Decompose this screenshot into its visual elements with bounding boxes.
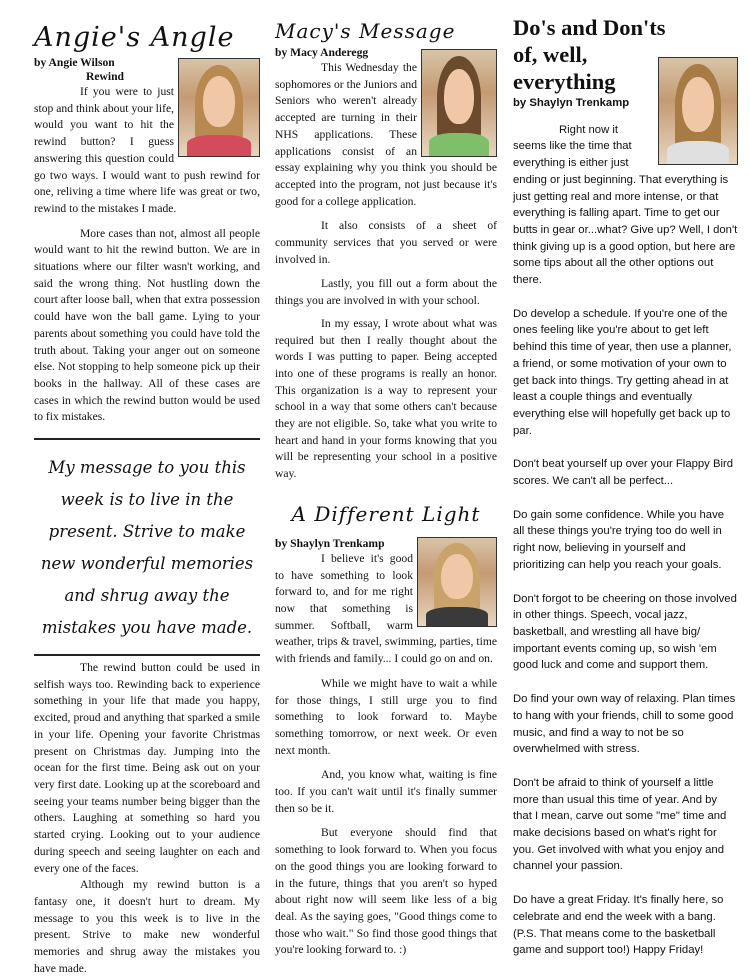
article-paragraph: I believe it's good to have something to look forward to, and for me right now that something is summer. Softball, warm weather, trips & travel, swimming, parties, time with friends and family... I could go on and on. xyxy=(275,551,497,666)
article-paragraph: The rewind button could be used in selfish ways too. Rewinding back to experience something in your life that made you happy, excited, proud and anything that sparked a smile in your life. Opening your favorite Christmas present on Christmas day. Jumping into the ocean for the first time. Being ask out on your very first date. Looking up at the scoreboard and seeing your teams number being bigger than the others. Laughing at something so hard you started crying. Looking out to your audience during speech and seeing laughter on each and every one of the faces. xyxy=(34,661,260,875)
author-photo xyxy=(421,49,497,157)
article-title: A Different Light xyxy=(291,501,481,526)
article-paragraph: This Wednesday the sophomores or the Juniors and Seniors who weren't already accepted are turning in their NHS applications. These applications consist of an essay explaining why you think you should be accepted into the program, not just because it's good for a college application. xyxy=(275,61,497,208)
article-paragraph: Although my rewind button is a fantasy one, it doesn't hurt to dream. My message to you this week is to live in the present. Strive to make new wonderful memories and shrug away the mistakes you have made. xyxy=(34,878,260,975)
article-paragraph: If you were to just stop and think about your life, would you want to hit the rewind button? I guess answering this question could go two ways. I would want to push rewind for one, reliving a time where life was great or two, rewind to the mistakes I made. xyxy=(34,85,260,215)
article-paragraph: But everyone should find that something to look forward to. When you focus on the good things you are looking forward to in the future, things that you aren't so hyped about right now will seem like less of a big deal. As the saying goes, "Good things come to those who wait." So find those good things that you're looking forward to. :) xyxy=(275,826,497,957)
article-paragraph: Don't be afraid to think of yourself a little more than usual this time of year. And by that I mean, carve out some "me" time and make decisions based on what's right for you. Get involved with what you enjoy and channel your passion. xyxy=(513,776,727,873)
article-paragraph: More cases than not, almost all people would want to hit the rewind button. We are in situations where our filter wasn't working, and said the wrong thing. Not hustling down the court after loose ball, when that extra possession could have won the ball game. Lying to your parents about something you could have told the truth about. Taking your anger out on someone else. Not stopping to help someone pick up their books in the hallway. All of these cases are cases in which the rewind button would be used to fix mistakes. xyxy=(34,226,260,424)
column-dos-and-donts xyxy=(513,0,738,976)
article-subtitle: Rewind xyxy=(86,70,125,83)
author-photo xyxy=(178,58,260,157)
article-paragraph: Do find your own way of relaxing. Plan times to hang with your friends, chill to some good music, and find a way to not be so overwhelmed with stress. xyxy=(513,693,736,756)
article-byline: by Angie Wilson xyxy=(34,56,115,69)
article-paragraph: While we might have to wait a while for those things, I still urge you to find something to look forward to. Maybe something tomorrow, or next week. Or even next month. xyxy=(275,676,497,757)
divider xyxy=(34,438,260,440)
author-photo xyxy=(658,57,738,165)
column-angies-angle xyxy=(34,0,260,977)
article-title: Do's and Don'ts of, well, everything xyxy=(513,15,666,94)
article-title: Angie's Angle xyxy=(34,22,235,53)
article-paragraph: Do have a great Friday. It's finally here, so celebrate and end the week with a bang. (P.S. That means come to the basketball game and support too!) Happy Friday! xyxy=(513,894,724,957)
article-paragraph: Do gain some confidence. While you have all these things you're trying too do well in right now, believing in yourself and prioritizing can help you reach your goals. xyxy=(513,508,724,571)
article-paragraph: Right now it seems like the time that everything is either just ending or just beginning. That everything is just getting real and more intense, or that everything is falling apart. Time to get our butts in gear or...what? Give up? Well, I don't think giving up is a good option, but here are some tips about all the other options out there. xyxy=(513,123,738,287)
article-byline: by Shaylyn Trenkamp xyxy=(513,97,630,109)
article-paragraph: In my essay, I wrote about what was required but then I really thought about the words I was putting to paper. Being accepted into one of these programs is really an honor. This organization is a way to represent your school in a way that some others can't because they are not eligible. So, take what you write to heart and hand in your forms knowing that you will be representing your school in a positive way. xyxy=(275,316,497,481)
article-paragraph: Don't forgot to be cheering on those involved in other things. Speech, vocal jazz, basketball, and wrestling all have big/ important events coming up, so wish 'em good luck and come and support them. xyxy=(513,592,737,672)
article-byline: by Shaylyn Trenkamp xyxy=(275,536,385,550)
article-byline: by Macy Anderegg xyxy=(275,46,369,59)
article-paragraph: Lastly, you fill out a form about the things you are involved in with your school. xyxy=(275,277,497,308)
pull-quote: My message to you this week is to live in the present. Strive to make new wonderful memories and shrug away the mistakes you have made. xyxy=(40,458,254,638)
article-paragraph: Do develop a schedule. If you're one of the ones feeling like you're about to get left behind this time of year, then use a planner, a friend, or some motivation of your own to get back into things. Try getting ahead in at least a couple things and eventually everything else will hopefully get back up to par. xyxy=(513,307,732,437)
column-macys-message xyxy=(275,0,497,959)
article-paragraph: And, you know what, waiting is fine too. If you can't wait until it's finally summer then so be it. xyxy=(275,768,497,815)
article-title: Macy's Message xyxy=(275,19,456,43)
article-paragraph: Don't beat yourself up over your Flappy Bird scores. We can't all be perfect... xyxy=(513,458,734,488)
author-photo xyxy=(417,537,497,627)
divider xyxy=(34,654,260,656)
article-paragraph: It also consists of a sheet of community services that you served or were involved in. xyxy=(275,219,497,266)
